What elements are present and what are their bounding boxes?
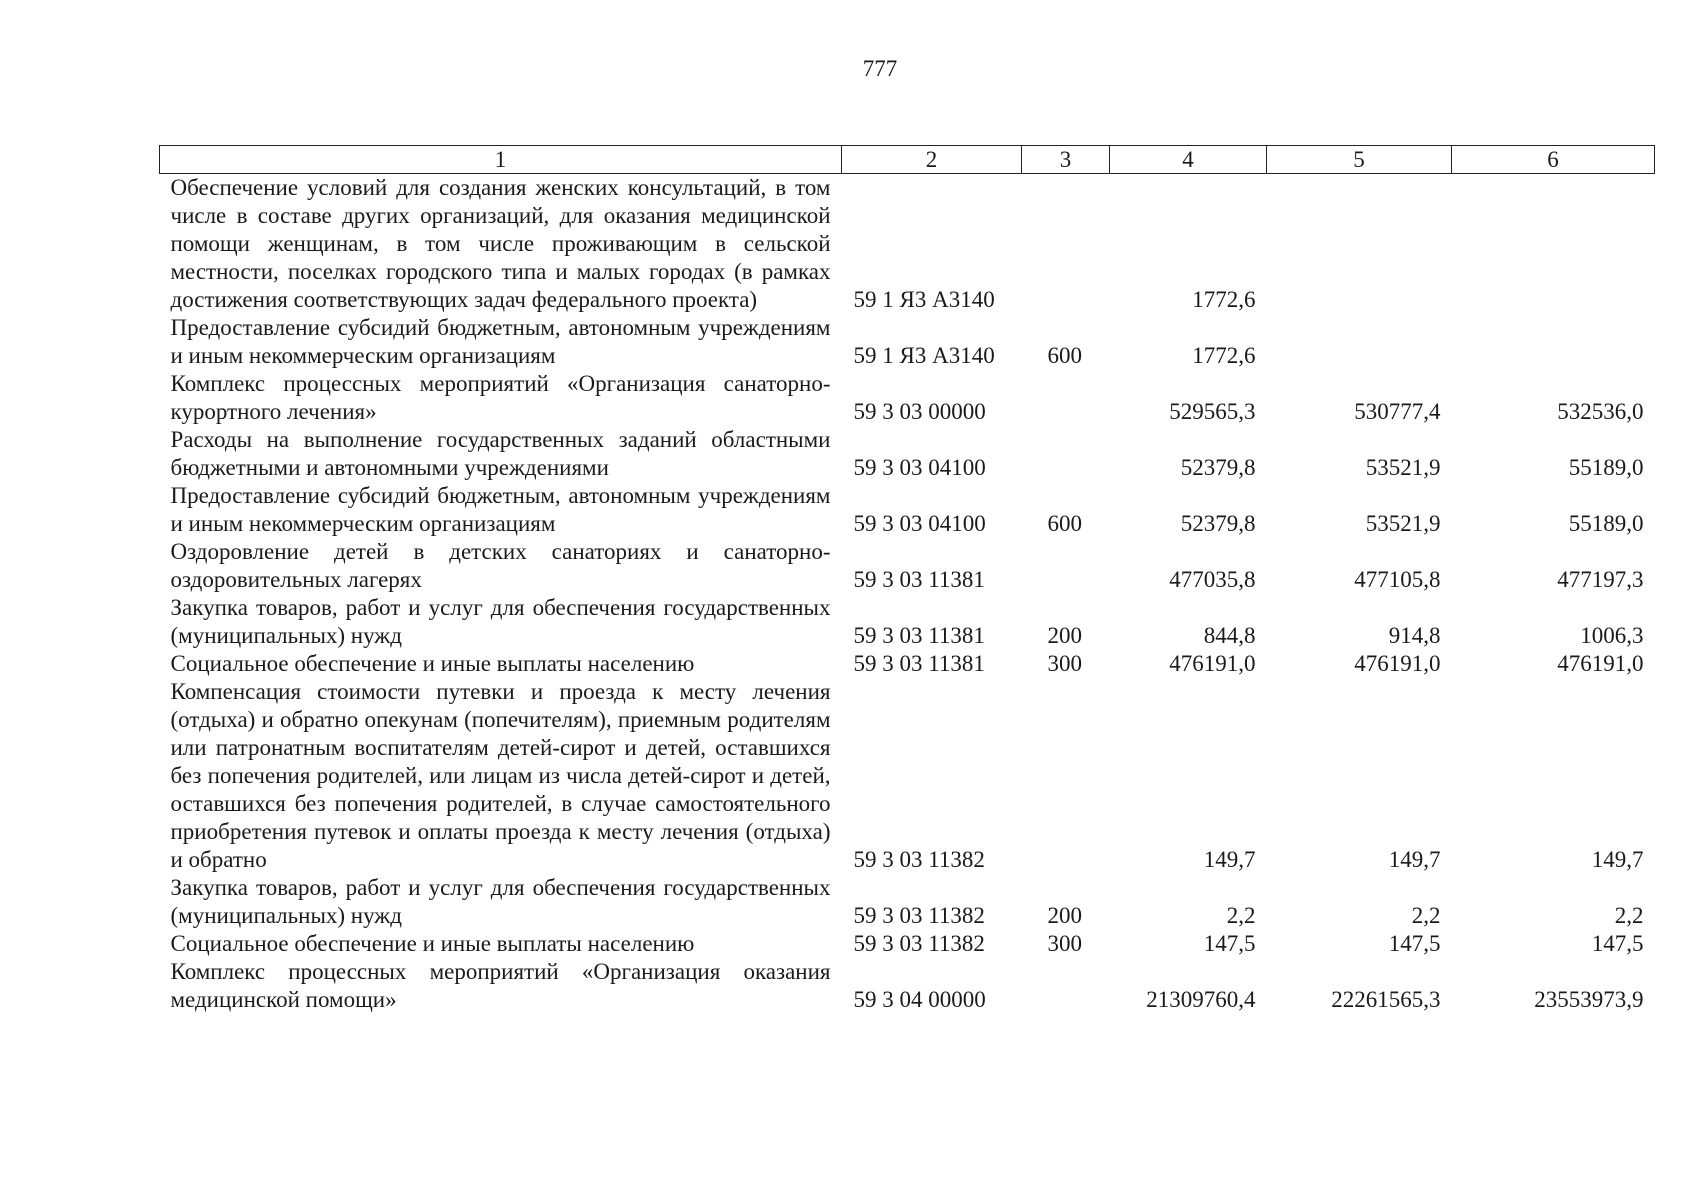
header-col-5: 5	[1267, 146, 1452, 174]
row-value-col-6	[1452, 314, 1655, 370]
row-value-col-6	[1452, 174, 1655, 315]
row-name: Оздоровление детей в детских санаториях и санаторно-оздоровительных лагерях	[170, 539, 831, 592]
row-value-col-6: 476191,0	[1557, 651, 1644, 676]
header-col-2: 2	[842, 146, 1022, 174]
row-value-col-6: 55189,0	[1568, 455, 1644, 480]
header-col-4: 4	[1110, 146, 1267, 174]
page-number: 777	[862, 56, 898, 81]
row-name: Комплекс процессных мероприятий «Организация оказания медицинской помощи»	[170, 959, 831, 1012]
row-name: Закупка товаров, работ и услуг для обеспечения государственных (муниципальных) нужд	[170, 595, 831, 648]
row-code: 59 3 03 00000	[853, 399, 986, 424]
row-expense-type: 200	[1047, 623, 1082, 648]
table-row	[160, 370, 1655, 426]
row-expense-type: 600	[1047, 343, 1082, 368]
row-value-col-5: 149,7	[1388, 847, 1441, 872]
table-row	[160, 874, 1655, 930]
row-expense-type	[1022, 370, 1110, 426]
row-value-col-4: 1772,6	[1192, 343, 1256, 368]
row-expense-type: 300	[1047, 931, 1082, 956]
table-body	[160, 174, 1655, 1015]
row-value-col-4: 476191,0	[1169, 651, 1256, 676]
row-value-col-5: 22261565,3	[1331, 987, 1441, 1012]
row-value-col-5: 147,5	[1388, 931, 1441, 956]
row-value-col-4: 529565,3	[1169, 399, 1256, 424]
table-row	[160, 930, 1655, 958]
row-code: 59 3 03 11382	[853, 931, 985, 956]
table-header	[160, 146, 1655, 174]
table-row	[160, 538, 1655, 594]
row-name: Социальное обеспечение и иные выплаты населению	[170, 931, 695, 956]
row-value-col-5: 476191,0	[1354, 651, 1441, 676]
table-row	[160, 314, 1655, 370]
row-code: 59 3 03 11381	[853, 623, 985, 648]
row-expense-type: 200	[1047, 903, 1082, 928]
table-row	[160, 482, 1655, 538]
row-code: 59 3 04 00000	[853, 987, 986, 1012]
row-name: Комплекс процессных мероприятий «Организация санаторно-курортного лечения»	[170, 371, 831, 424]
row-value-col-6: 477197,3	[1557, 567, 1644, 592]
row-name: Предоставление субсидий бюджетным, автономным учреждениям и иным некоммерческим организациям	[170, 315, 831, 368]
row-value-col-4: 1772,6	[1192, 287, 1256, 312]
row-value-col-5: 477105,8	[1354, 567, 1441, 592]
row-expense-type	[1022, 174, 1110, 315]
row-value-col-4: 477035,8	[1169, 567, 1256, 592]
row-value-col-5: 53521,9	[1365, 455, 1441, 480]
row-code: 59 3 03 11381	[853, 651, 985, 676]
row-code: 59 3 03 11382	[853, 847, 985, 872]
row-expense-type	[1022, 678, 1110, 874]
row-value-col-5: 914,8	[1388, 623, 1441, 648]
row-code: 59 3 03 04100	[853, 511, 986, 536]
row-code: 59 1 Я3 А3140	[853, 287, 995, 312]
row-value-col-5: 53521,9	[1365, 511, 1441, 536]
row-value-col-6: 23553973,9	[1534, 987, 1644, 1012]
table-row	[160, 594, 1655, 650]
row-expense-type	[1022, 538, 1110, 594]
row-value-col-4: 844,8	[1203, 623, 1256, 648]
row-expense-type	[1022, 958, 1110, 1014]
table-row	[160, 678, 1655, 874]
row-value-col-5: 2,2	[1411, 903, 1441, 928]
header-col-3: 3	[1022, 146, 1110, 174]
row-value-col-4: 52379,8	[1180, 455, 1256, 480]
row-value-col-5	[1267, 314, 1452, 370]
row-expense-type: 600	[1047, 511, 1082, 536]
row-value-col-4: 52379,8	[1180, 511, 1256, 536]
row-expense-type: 300	[1047, 651, 1082, 676]
row-name: Компенсация стоимости путевки и проезда к месту лечения (отдыха) и обратно опекунам (попечителям), приемным родителям или патронатным воспитателям детей-сирот и детей, оставшихся без попечения родителей, или лицам из числа детей-сирот и детей, оставшихся без попечения родителей, в случае самостоятельного приобретения путевок и оплаты проезда к месту лечения (отдыха) и обратно	[170, 679, 831, 872]
row-value-col-4: 21309760,4	[1146, 987, 1256, 1012]
row-name: Закупка товаров, работ и услуг для обеспечения государственных (муниципальных) нужд	[170, 875, 831, 928]
row-name: Предоставление субсидий бюджетным, автономным учреждениям и иным некоммерческим организациям	[170, 483, 831, 536]
table-row	[160, 650, 1655, 678]
row-value-col-5	[1267, 174, 1452, 315]
row-value-col-4: 149,7	[1203, 847, 1256, 872]
table-row	[160, 426, 1655, 482]
row-name: Обеспечение условий для создания женских консультаций, в том числе в составе других организаций, для оказания медицинской помощи женщинам, в том числе проживающим в сельской местности, поселках городского типа и малых городах (в рамках достижения соответствующих задач федерального проекта)	[170, 175, 831, 312]
row-code: 59 3 03 04100	[853, 455, 986, 480]
row-value-col-4: 2,2	[1226, 903, 1256, 928]
row-value-col-6: 2,2	[1614, 903, 1644, 928]
row-expense-type	[1022, 426, 1110, 482]
row-code: 59 3 03 11382	[853, 903, 985, 928]
header-row	[160, 146, 1655, 174]
row-value-col-5: 530777,4	[1354, 399, 1441, 424]
row-value-col-6: 532536,0	[1557, 399, 1644, 424]
row-name: Социальное обеспечение и иные выплаты населению	[170, 651, 695, 676]
row-code: 59 1 Я3 А3140	[853, 343, 995, 368]
row-value-col-6: 55189,0	[1568, 511, 1644, 536]
budget-table	[159, 145, 1655, 1014]
row-value-col-6: 147,5	[1591, 931, 1644, 956]
row-name: Расходы на выполнение государственных заданий областными бюджетными и автономными учреждениями	[170, 427, 831, 480]
row-value-col-6: 1006,3	[1580, 623, 1644, 648]
header-col-1: 1	[160, 146, 842, 174]
row-code: 59 3 03 11381	[853, 567, 985, 592]
table-row	[160, 174, 1655, 315]
table-row	[160, 958, 1655, 1014]
row-value-col-6: 149,7	[1591, 847, 1644, 872]
header-col-6: 6	[1452, 146, 1655, 174]
row-value-col-4: 147,5	[1203, 931, 1256, 956]
